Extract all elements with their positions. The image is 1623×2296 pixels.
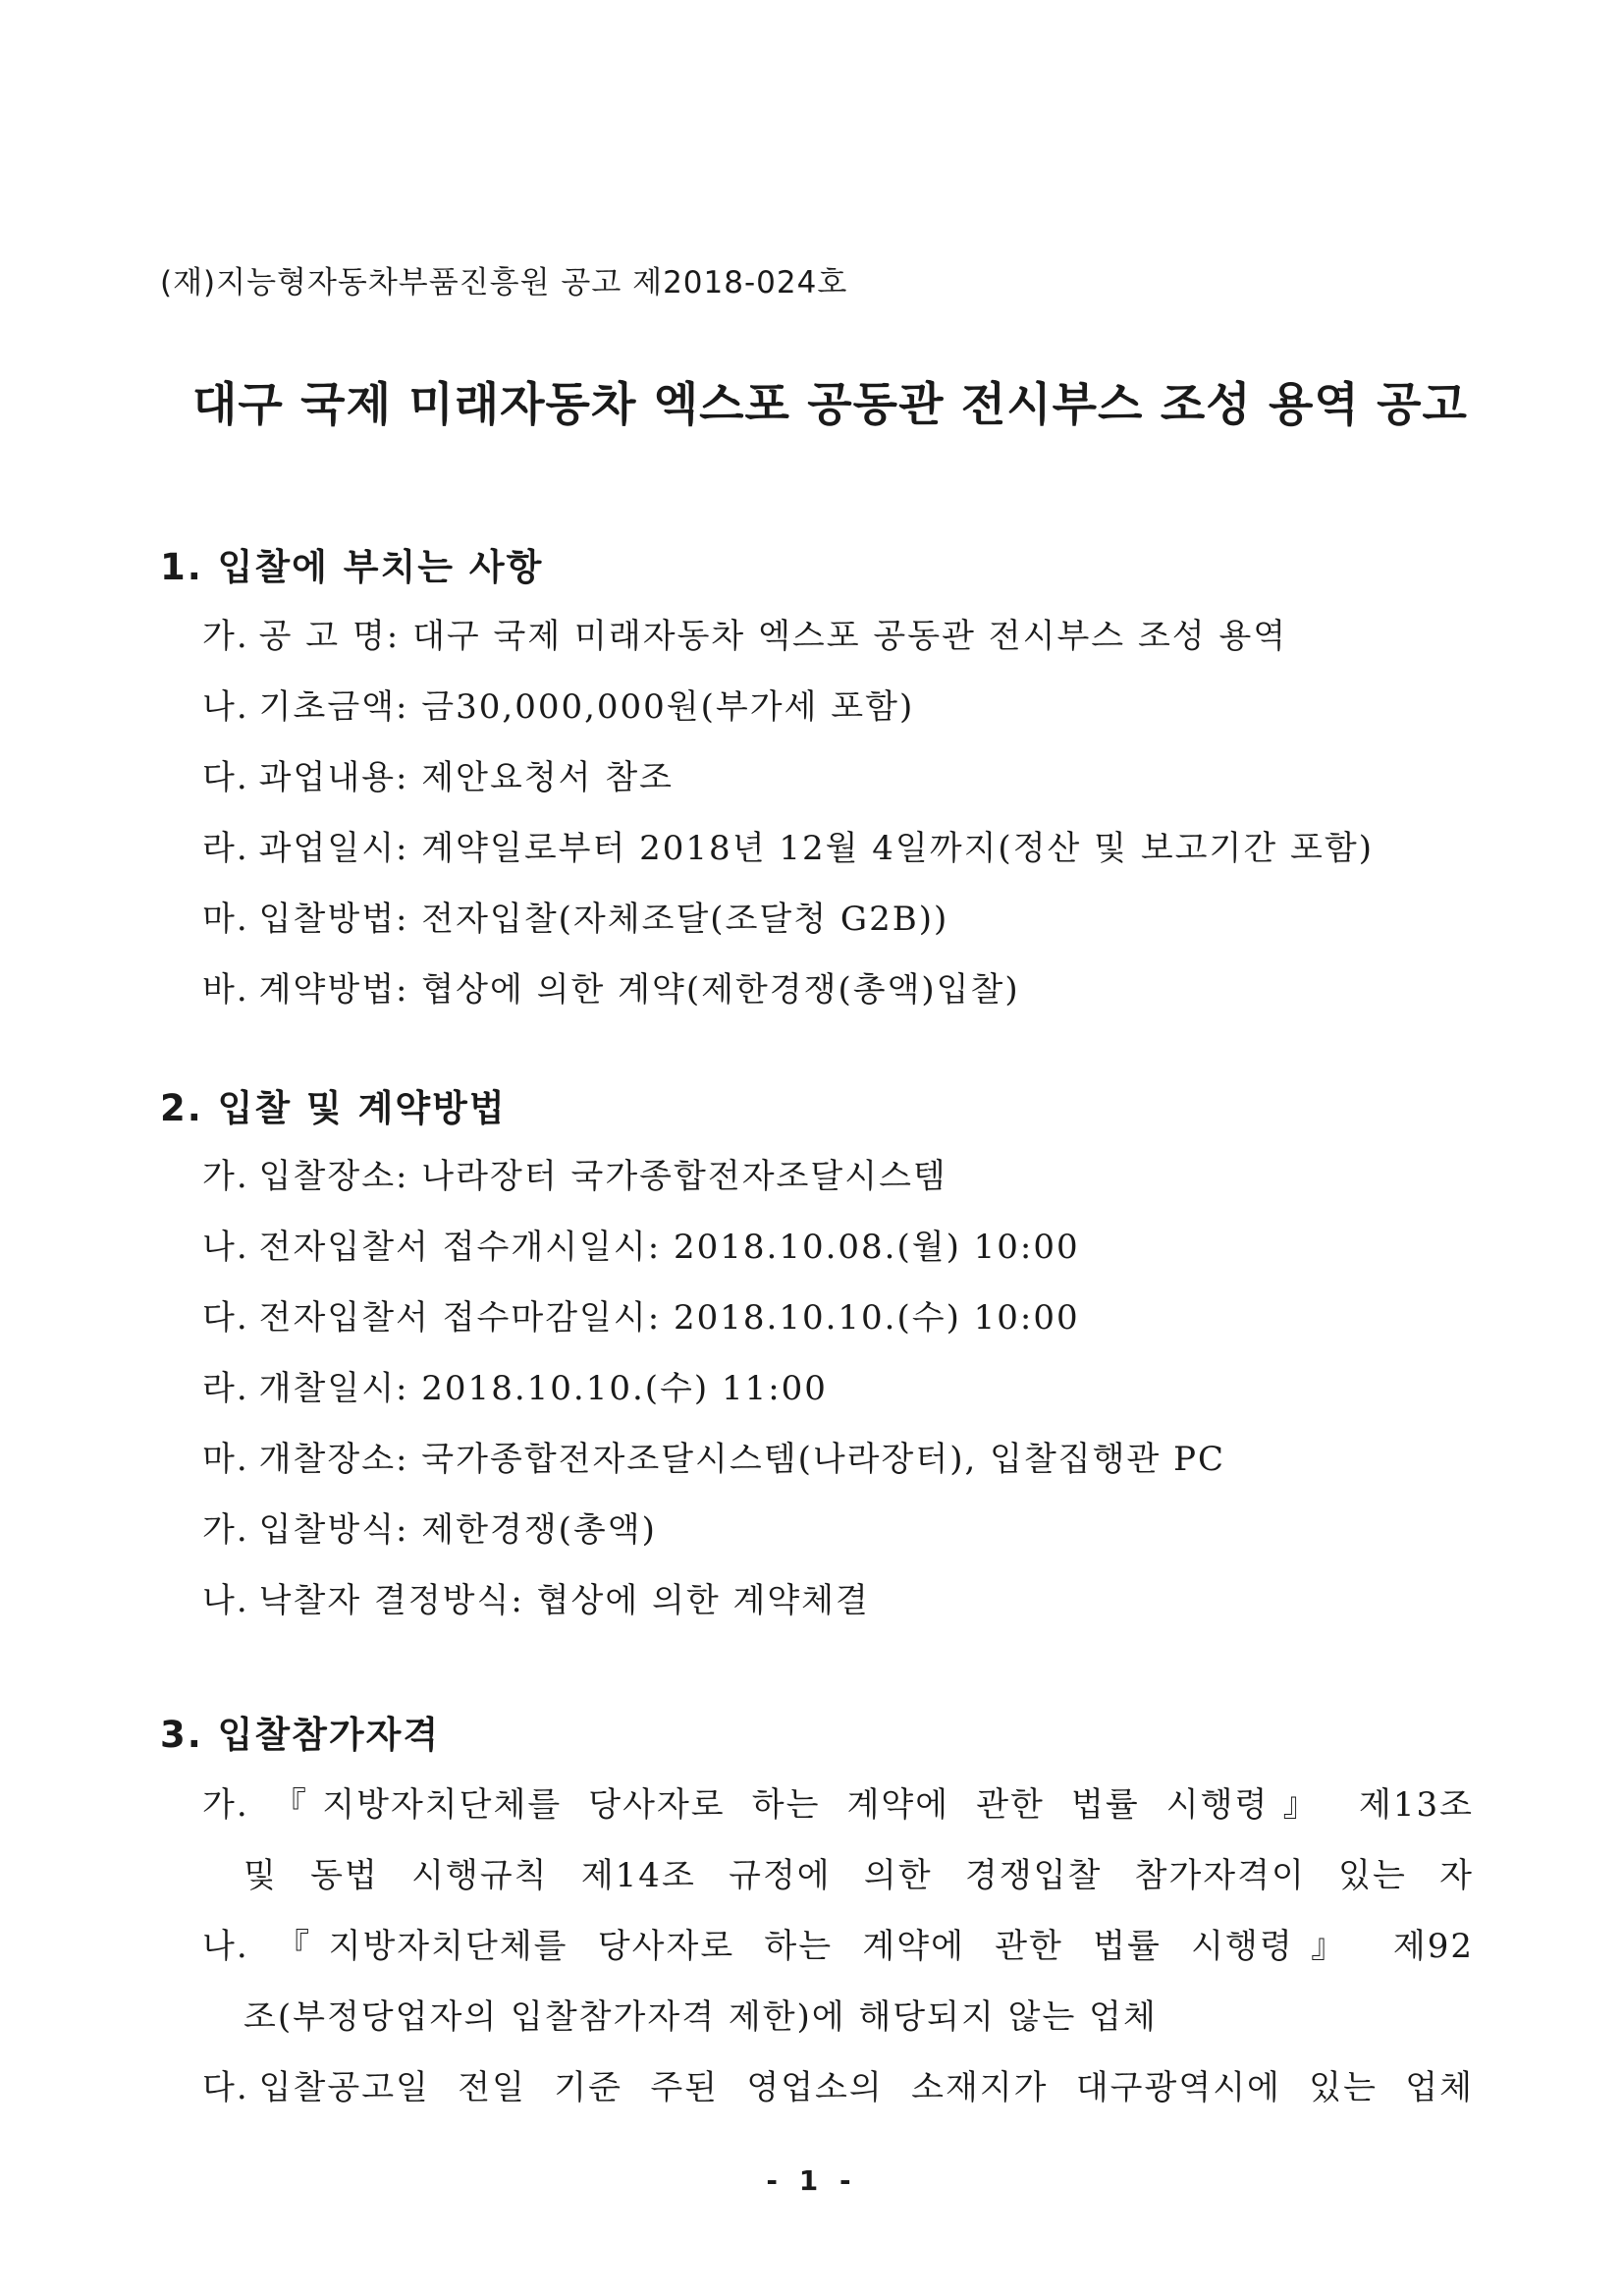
section-1-heading: 1. 입찰에 부치는 사항 [160,546,544,588]
item-label: 다. [202,758,249,797]
item-label: 라. [202,829,249,868]
item-text: 『지방자치단체를 당사자로 하는 계약에 관한 법률 시행령』 제92 [258,1927,1474,1966]
section-3-item-na-continuation: 조(부정당업자의 입찰참가자격 제한)에 해당되지 않는 업체 [243,1997,1158,2037]
item-text: 입찰방법: 전자입찰(자체조달(조달청 G2B)) [258,900,949,939]
section-3-heading: 3. 입찰참가자격 [160,1714,441,1756]
section-2-item-ma [202,1432,1225,1480]
notice-number: (재)지능형자동차부품진흥원 공고 제2018-024호 [160,265,848,301]
item-label: 다. [202,1298,249,1338]
item-label: 마. [202,1440,249,1479]
item-text: 입찰장소: 나라장터 국가종합전자조달시스템 [258,1157,947,1196]
item-text: 기초금액: 금30,000,000원(부가세 포함) [258,687,915,727]
item-label: 가. [202,1510,249,1550]
item-text: 과업일시: 계약일로부터 2018년 12월 4일까지(정산 및 보고기간 포함) [258,829,1374,868]
item-label: 가. [202,1785,249,1825]
section-2-item-ga [202,1149,947,1197]
item-text: 입찰방식: 제한경쟁(총액) [258,1510,657,1550]
item-text: 개찰장소: 국가종합전자조달시스템(나라장터), 입찰집행관 PC [258,1440,1226,1479]
item-text: 『지방자치단체를 당사자로 하는 계약에 관한 법률 시행령』 제13조 [258,1785,1474,1825]
item-label: 나. [202,1581,249,1620]
item-text: 입찰공고일 전일 기준 주된 영업소의 소재지가 대구광역시에 있는 업체 [258,2068,1474,2107]
section-1-item-ra [202,821,1374,869]
section-2-item-ra [202,1361,828,1409]
item-text: 공 고 명: 대구 국제 미래자동차 엑스포 공동관 전시부스 조성 용역 [258,617,1288,656]
item-text: 과업내용: 제안요청서 참조 [258,758,675,797]
item-label: 라. [202,1369,249,1408]
item-text: 낙찰자 결정방식: 협상에 의한 계약체결 [258,1581,870,1620]
item-label: 가. [202,1157,249,1196]
item-label: 나. [202,687,249,727]
section-1-item-na [202,680,914,728]
section-2-heading: 2. 입찰 및 계약방법 [160,1087,507,1129]
section-3-item-da [202,2060,1474,2108]
item-text: 전자입찰서 접수마감일시: 2018.10.10.(수) 10:00 [258,1298,1080,1338]
item-text: 전자입찰서 접수개시일시: 2018.10.08.(월) 10:00 [258,1228,1080,1267]
section-1-item-da [202,750,674,798]
item-text: 계약방법: 협상에 의한 계약(제한경쟁(총액)입찰) [258,970,1020,1010]
section-2-item-ga-2 [202,1503,657,1551]
section-3-item-ga [202,1777,1474,1826]
document-title: 대구 국제 미래자동차 엑스포 공동관 전시부스 조성 용역 공고 [192,378,1468,432]
section-1-item-ga [202,609,1287,657]
section-1-item-ba [202,962,1020,1011]
section-2-item-na-2 [202,1573,870,1621]
item-text: 개찰일시: 2018.10.10.(수) 11:00 [258,1369,828,1408]
item-label: 다. [202,2068,249,2107]
section-3-item-na [202,1919,1474,1967]
item-label: 가. [202,617,249,656]
section-3-item-ga-continuation: 및 동법 시행규칙 제14조 규정에 의한 경쟁입찰 참가자격이 있는 자 [243,1856,1474,1895]
section-2-item-da [202,1290,1080,1339]
item-label: 마. [202,900,249,939]
item-label: 바. [202,970,249,1010]
section-2-item-na [202,1220,1080,1268]
item-label: 나. [202,1927,249,1966]
page-number: - 1 - [766,2164,857,2197]
section-1-item-ma [202,892,948,940]
item-label: 나. [202,1228,249,1267]
